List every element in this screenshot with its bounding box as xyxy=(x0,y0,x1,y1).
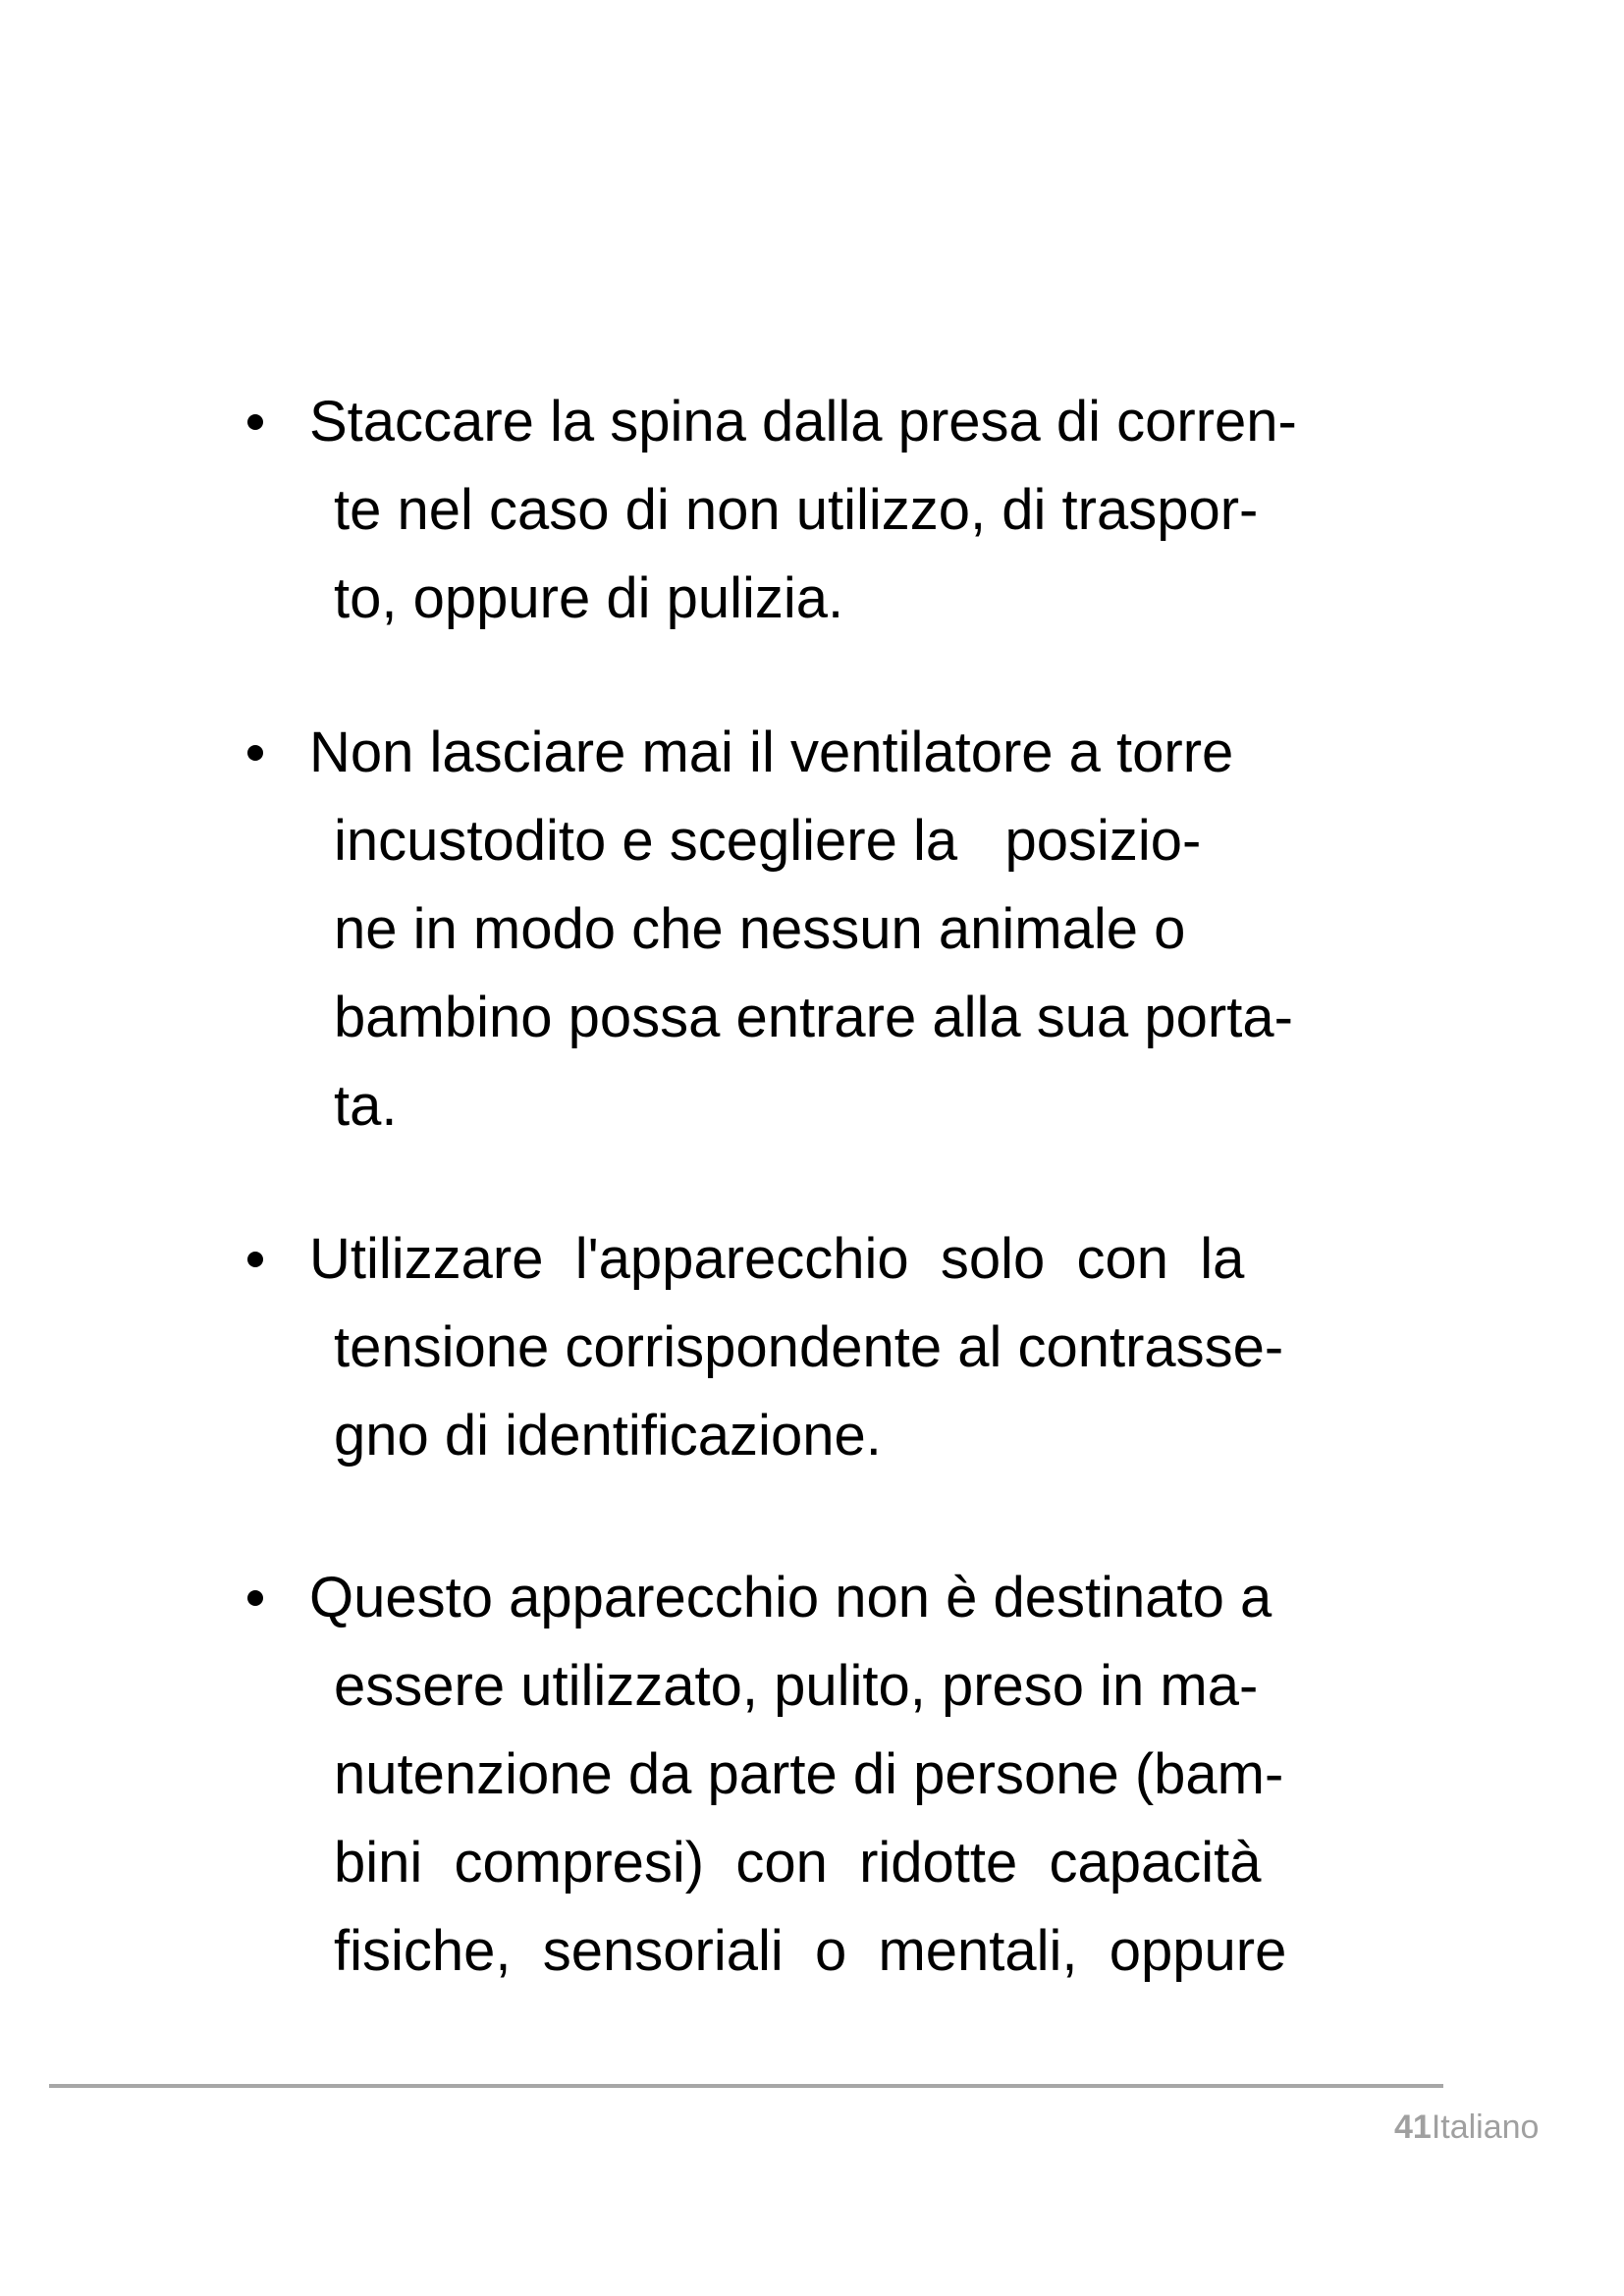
bullet-text-line: bini compresi) con ridotte capacità xyxy=(334,1831,1262,1895)
bullet-text-line: to, oppure di pulizia. xyxy=(334,566,844,630)
bullet-dot-icon xyxy=(247,414,263,430)
bullet-text-line: incustodito e scegliere la posizio- xyxy=(334,809,1202,873)
page-footer xyxy=(1394,2108,1539,2147)
bullet-text-line: nutenzione da parte di persone (bam- xyxy=(334,1742,1284,1806)
bullet-text-line: Utilizzare l'apparecchio solo con la xyxy=(309,1227,1245,1291)
bullet-text-line: ne in modo che nessun animale o xyxy=(334,897,1186,961)
bullet-dot-icon xyxy=(247,1590,263,1606)
footer-language: Italiano xyxy=(1431,2109,1540,2146)
page-number: 41 xyxy=(1394,2109,1432,2146)
bullet-text-line: Questo apparecchio non è destinato a xyxy=(309,1566,1272,1629)
bullet-text-line: gno di identificazione. xyxy=(334,1404,882,1468)
footer-divider xyxy=(49,2084,1443,2088)
bullet-dot-icon xyxy=(247,1252,263,1267)
bullet-text-line: te nel caso di non utilizzo, di traspor- xyxy=(334,478,1259,542)
bullet-text-line: Staccare la spina dalla presa di corren- xyxy=(309,390,1297,454)
bullet-text-line: ta. xyxy=(334,1074,398,1138)
bullet-text-line: essere utilizzato, pulito, preso in ma- xyxy=(334,1654,1259,1718)
bullet-text-line: fisiche, sensoriali o mentali, oppure xyxy=(334,1919,1287,1983)
bullet-text-line: tensione corrispondente al contrasse- xyxy=(334,1315,1284,1379)
bullet-text-line: Non lasciare mai il ventilatore a torre xyxy=(309,721,1234,784)
bullet-dot-icon xyxy=(247,745,263,761)
bullet-text-line: bambino possa entrare alla sua porta- xyxy=(334,986,1293,1049)
